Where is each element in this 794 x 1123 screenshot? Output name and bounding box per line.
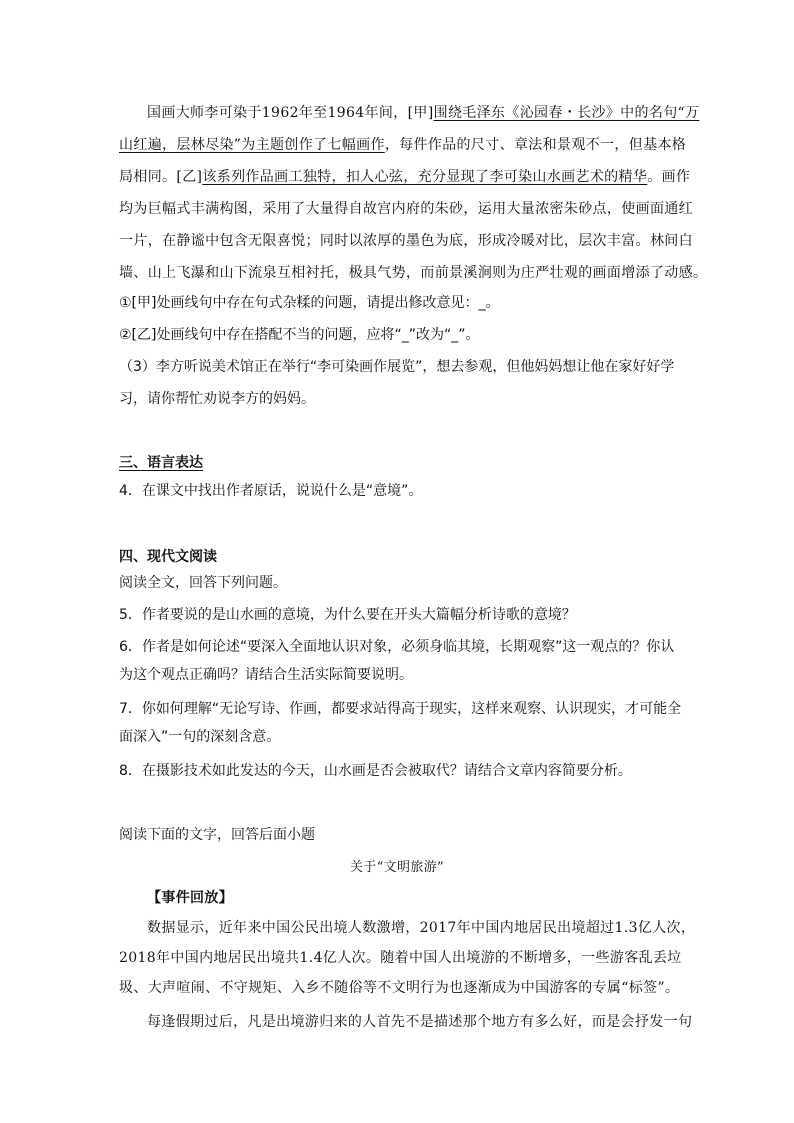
passage-line-2 [119,134,686,154]
reading-p1-line-1: 数据显示，近年来中国公民出境人数激增，2017年中国内地居民出境超过1.3亿人次， [147,920,696,936]
reading-intro: 阅读下面的文字，回答后面小题 [119,827,315,843]
question-5: 5．作者要说的是山水画的意境，为什么要在开头大篇幅分析诗歌的意境？ [119,607,576,623]
underlined-sentence-jia-cont: 山红遍，层林尽染”为主题创作了七幅画作 [119,137,385,153]
passage-line-1 [147,102,699,122]
question-4: 4．在课文中找出作者原话，说说什么是“意境”。 [119,483,423,499]
reading-title: 关于“文明旅游” [349,860,445,875]
section-4-intro: 阅读全文，回答下列问题。 [119,575,287,591]
question-6-line-2: 为这个观点正确吗？请结合生活实际简要说明。 [119,667,413,683]
underlined-sentence-yi: 该系列作品画工独特，扣人心弦，充分显现了李可染山水画艺术的精华 [202,169,648,185]
section-4-heading: 四、现代文阅读 [119,549,217,565]
passage-line-5: 一片，在静谧中包含无限喜悦；同时以浓厚的墨色为底，形成冷暖对比，层次丰富。林间白 [119,233,693,249]
reading-p2-line-1: 每逢假期过后，凡是出境游归来的人首先不是描述那个地方有多么好，而是会抒发一句 [147,1014,693,1030]
underlined-sentence-jia: 围绕毛泽东《沁园春・长沙》中的名句“万 [433,105,700,121]
passage-line-3 [119,166,690,186]
question-6-line-1: 6．作者是如何论述“要深入全面地认识对象，必须身临其境，长期观察”这一观点的？你认 [119,639,675,655]
question-7-line-2: 面深入”一句的深刻含意。 [119,729,281,745]
question-b: ②[乙]处画线句中存在搭配不当的问题，应将“_”改为“_”。 [119,327,480,343]
event-replay-tag: 【事件回放】 [147,890,234,906]
passage-line-4: 均为巨幅式丰满构图，采用了大量得自故宫内府的朱砂，运用大量浓密朱砂点，使画面通红 [119,201,693,217]
passage-text: 。画作 [647,169,691,185]
question-7-line-1: 7．你如何理解“无论写诗、作画，都要求站得高于现实，这样来观察、认识现实，才可能全 [119,701,682,717]
passage-text: ，每件作品的尺寸、章法和景观不一，但基本格 [384,137,687,153]
passage-text: 局相同。[乙] [119,169,203,185]
reading-p1-line-3: 圾、大声喧闹、不守规矩、入乡不随俗等不文明行为也逐渐成为中国游客的专属“标签”。 [119,980,680,996]
reading-p1-line-2: 2018年中国内地居民出境共1.4亿人次。随着中国人出境游的不断增多，一些游客乱丢垃 [119,950,682,966]
passage-line-6: 墙、山上飞瀑和山下流泉互相衬托，极具气势，而前景溪涧则为庄严壮观的画面增添了动感。 [119,265,708,281]
section-3-heading: 三、语言表达 [119,455,203,471]
question-8: 8．在摄影技术如此发达的今天，山水画是否会被取代？请结合文章内容简要分析。 [119,763,632,779]
question-a: ①[甲]处画线句中存在句式杂糅的问题，请提出修改意见：_。 [119,295,500,311]
question-3-line-2: 习，请你帮忙劝说李方的妈妈。 [119,391,315,407]
passage-text: 国画大师李可染于1962年至1964年间，[甲] [147,105,434,121]
question-3-line-1: （3）李方听说美术馆正在举行“李可染画作展览”，想去参观，但他妈妈想让他在家好好学 [119,359,675,375]
